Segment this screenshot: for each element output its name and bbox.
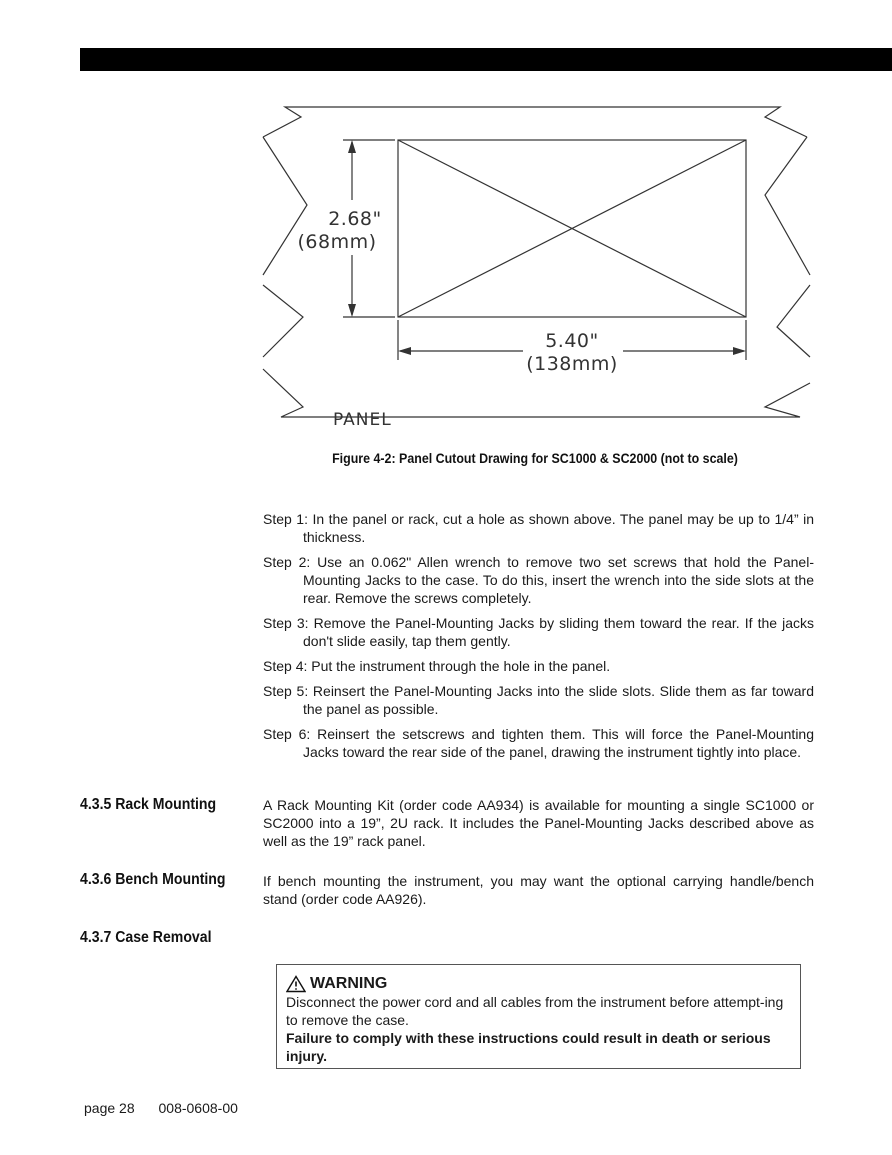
- page-footer: [84, 1100, 258, 1116]
- left-break-lower: [263, 285, 303, 357]
- warning-title-row: [286, 974, 790, 993]
- arrowhead-left: [398, 347, 411, 355]
- step-4: Step 4: Put the instrument through the hole in the panel.: [263, 658, 611, 674]
- panel-top-edge: [263, 107, 807, 137]
- width-mm-label: (138mm): [526, 353, 618, 375]
- step-list: [263, 510, 814, 768]
- height-mm-label: (68mm): [297, 231, 377, 253]
- bench-mounting-text: If bench mounting the instrument, you may want the optional carrying handle/bench stand (order code AA926).: [263, 873, 814, 907]
- height-in-label: 2.68": [328, 208, 382, 230]
- rack-mounting-heading: 4.3.5 Rack Mounting: [80, 796, 217, 813]
- step-6: Step 6: Reinsert the setscrews and tighten them. This will force the Panel-Mounting Jacks toward the rear side of the panel, drawing the instrument tightly into place.: [263, 726, 814, 760]
- header-bar: [80, 48, 892, 71]
- step-1: Step 1: In the panel or rack, cut a hole as shown above. The panel may be up to 1/4” in thickness.: [263, 511, 814, 545]
- document-number: 008-0608-00: [158, 1100, 238, 1116]
- warning-box: [276, 964, 801, 1069]
- warning-title: WARNING: [310, 975, 388, 992]
- panel-cutout-drawing: [255, 95, 825, 440]
- right-break-upper: [765, 137, 810, 275]
- step-3: Step 3: Remove the Panel-Mounting Jacks by sliding them toward the rear. If the jacks don't slide easily, tap them gently.: [263, 615, 814, 649]
- warning-text: Disconnect the power cord and all cables from the instrument before attempt-ing to remove the case.: [286, 994, 784, 1028]
- warning-triangle-icon: [286, 975, 306, 993]
- arrowhead-up: [348, 140, 356, 153]
- left-break-upper: [263, 137, 307, 275]
- width-in-label: 5.40": [545, 330, 599, 352]
- step-2: Step 2: Use an 0.062" Allen wrench to remove two set screws that hold the Panel-Mounting Jacks to the case. To do this, insert the wrench into the side slots at the rear. Remove the screws completely.: [263, 554, 814, 606]
- rack-mounting-text: A Rack Mounting Kit (order code AA934) is available for mounting a single SC1000 or SC2000 into a 19”, 2U rack. It includes the Panel-Mounting Jacks described above as well as the 19” rack panel.: [263, 797, 814, 849]
- right-break-lower: [777, 285, 810, 357]
- bench-mounting-heading: 4.3.6 Bench Mounting: [80, 871, 226, 888]
- step-5: Step 5: Reinsert the Panel-Mounting Jacks into the slide slots. Slide them as far toward the panel as possible.: [263, 683, 814, 717]
- panel-label: PANEL: [333, 410, 392, 430]
- arrowhead-down: [348, 304, 356, 317]
- case-removal-heading: 4.3.7 Case Removal: [80, 929, 212, 946]
- figure-caption: Figure 4-2: Panel Cutout Drawing for SC1000 & SC2000 (not to scale): [332, 451, 738, 466]
- warning-consequence: Failure to comply with these instructions could result in death or serious injury.: [286, 1030, 771, 1064]
- arrowhead-right: [733, 347, 746, 355]
- page-number: page 28: [84, 1100, 135, 1116]
